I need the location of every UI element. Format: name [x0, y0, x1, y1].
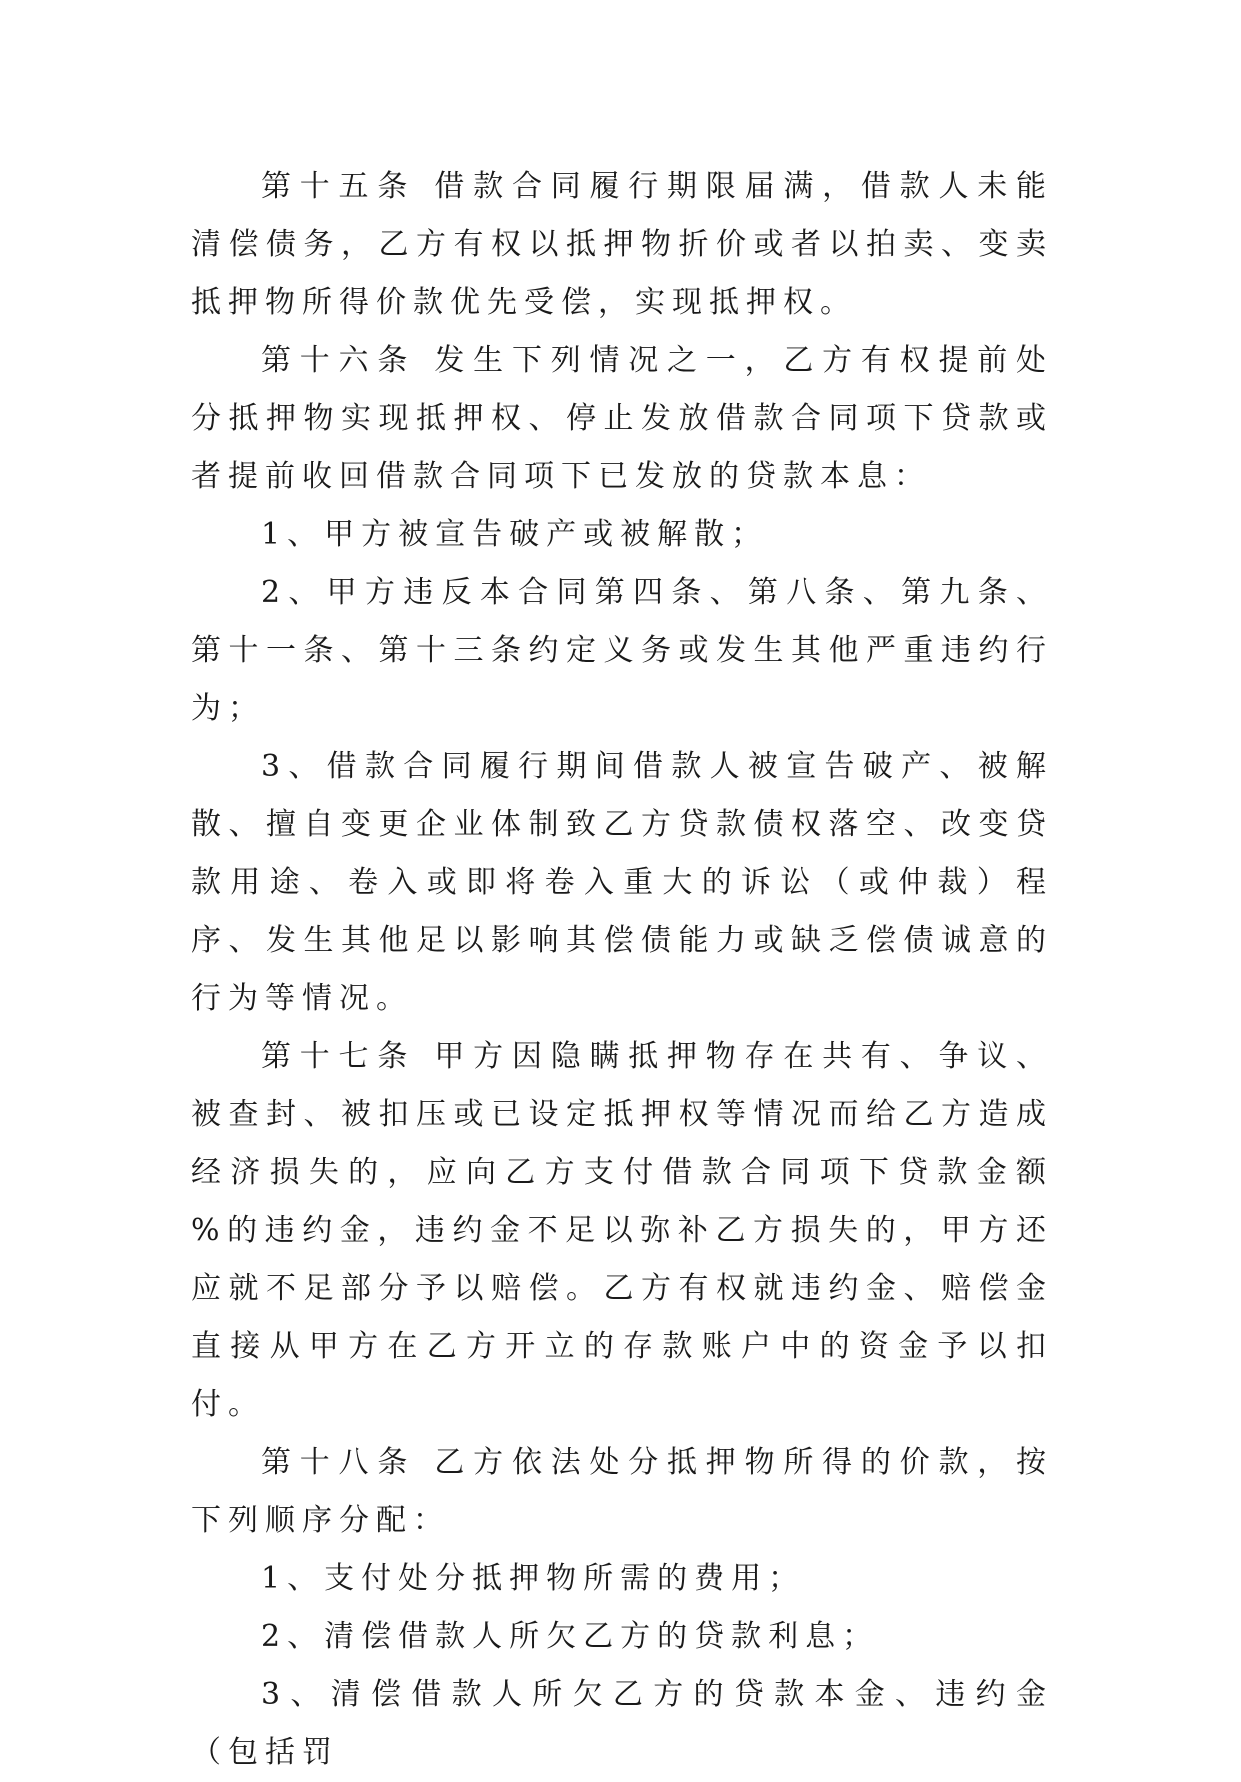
paragraph-article-18-item-1: 1、支付处分抵押物所需的费用； — [261, 1561, 806, 1596]
document-body — [191, 158, 1053, 1782]
paragraph-article-18: 第十八条 乙方依法处分抵押物所得的价款，按下列顺序分配： — [191, 1445, 1053, 1538]
paragraph-article-16-item-1: 1、甲方被宣告破产或被解散； — [261, 517, 769, 552]
paragraph-article-18-item-2: 2、清偿借款人所欠乙方的贷款利息； — [261, 1619, 880, 1654]
paragraph-article-16: 第十六条 发生下列情况之一，乙方有权提前处分抵押物实现抵押权、停止发放借款合同项下贷款或者提前收回借款合同项下已发放的贷款本息： — [191, 343, 1053, 494]
paragraph-article-17: 第十七条 甲方因隐瞒抵押物存在共有、争议、被查封、被扣压或已设定抵押权等情况而给乙方造成经济损失的，应向乙方支付借款合同项下贷款金额 %的违约金，违约金不足以弥补乙方损失的，甲方还应就不足部分予以赔偿。乙方有权就违约金、赔偿金直接从甲方在乙方开立的存款账户中的资金予以扣付。 — [191, 1039, 1053, 1422]
paragraph-article-16-item-3: 3、借款合同履行期间借款人被宣告破产、被解散、擅自变更企业体制致乙方贷款债权落空、改变贷款用途、卷入或即将卷入重大的诉讼（或仲裁）程序、发生其他足以影响其偿债能力或缺乏偿债诚意的行为等情况。 — [191, 749, 1053, 1016]
paragraph-article-16-item-2: 2、甲方违反本合同第四条、第八条、第九条、第十一条、第十三条约定义务或发生其他严重违约行为； — [191, 575, 1053, 726]
paragraph-article-18-item-3: 3、清偿借款人所欠乙方的贷款本金、违约金（包括罚 — [191, 1677, 1053, 1770]
paragraph-article-15: 第十五条 借款合同履行期限届满，借款人未能清偿债务，乙方有权以抵押物折价或者以拍卖、变卖抵押物所得价款优先受偿，实现抵押权。 — [191, 169, 1053, 320]
